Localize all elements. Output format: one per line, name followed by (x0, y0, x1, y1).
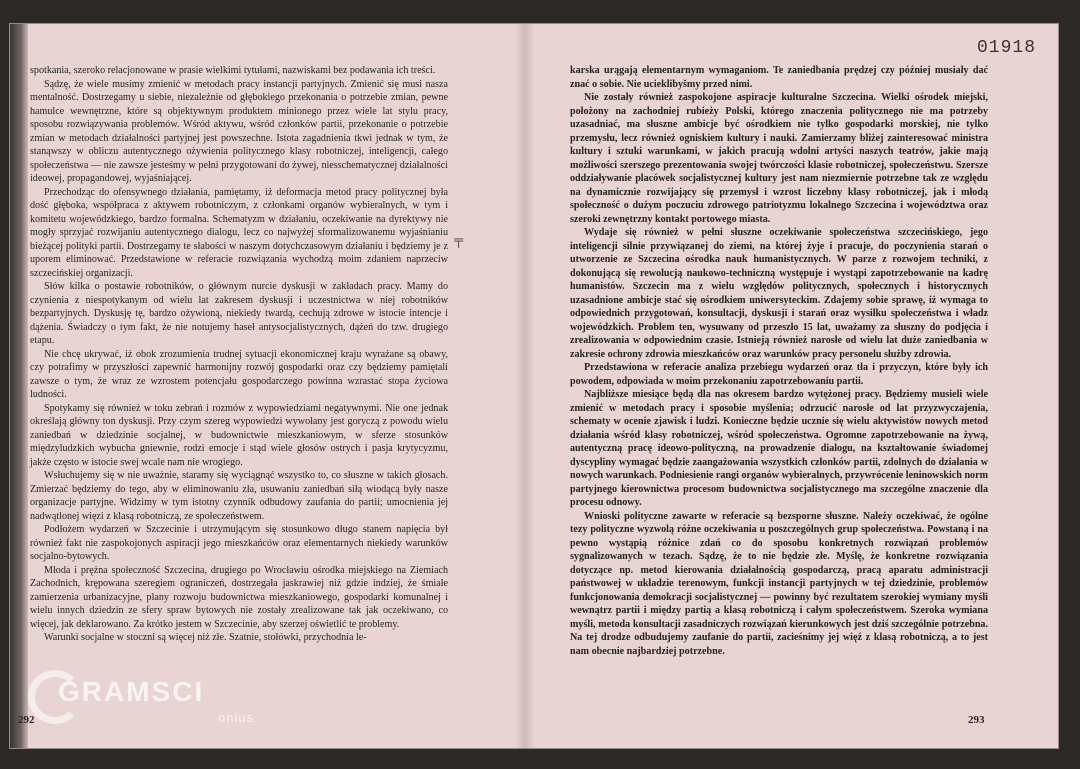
paragraph: Wydaje się również w pełni słuszne oczekiwanie społeczeństwa szczecińskiego, jego inteligencji silnie przywiązanej do ziemi, na której żyje i pracuje, do poczynienia starań o utworzenie ze Szczecina ośrodka nauk humanistycznych. W parze z rozwojem techniki, z dokonującą się rewolucją naukowo-techniczną występuje i wystąpi zapotrzebowanie na kadrę humanistów. Szczecin ma z wielu względów politycznych, społecznych i historycznych uzasadnione ambicje stać się ośrodkiem uniwersyteckim. Zdajemy sobie sprawę, iż wymaga to odpowiednich przygotowań, konsultacji, dyskusji i starań oraz wysiłku społeczeństwa i władz wojewódzkich. Problem ten, wysuwany od przeszło 15 lat, uważamy za słuszny do podjęcia i zrealizowania w odpowiednim czasie. Istnieją również narosłe od wielu lat duże zaniedbania w zakresie ochrony zdrowia mieszkańców oraz warunków pracy personelu służby zdrowia. (570, 227, 988, 360)
paragraph: Młoda i prężna społeczność Szczecina, drugiego po Wrocławiu ośrodka miejskiego na Ziemiach Zachodnich, krępowana szeregiem ograniczeń, dostrzegała jaskrawiej niż gdzie indziej, że śmiałe zamierzenia urbanizacyjne, plany rozwoju budownictwa mieszkaniowego, gospodarki komunalnej i wielu innych dziedzin ze sfery spraw bytowych nie zostały zrealizowane tak jak oczekiwano, co więcej, jak deklarowano. Za krótko jestem w Szczecinie, aby szerzej oświetlić te problemy. (30, 564, 448, 630)
left-page-text (30, 64, 448, 645)
archive-serial-number: 01918 (976, 38, 1036, 58)
gramsci-watermark (58, 676, 255, 725)
watermark-ring-icon (28, 670, 82, 724)
paragraph: Wnioski polityczne zawarte w referacie są bezsporne słuszne. Należy oczekiwać, że ogólne tezy polityczne wyzwolą różne oczekiwania u poszczególnych grup społeczeństwa. Powstaną i na pewno wystąpią różnice zdań co do sposobu konkretnych rozwiązań problemów sygnalizowanych w tezach. Sądzę, że to nie będzie złe. Myślę, że konkretne rozwiązania dotyczące np. metod kierowania działalnością gospodarczą, pracą aparatu administracji państwowej w układzie terenowym, funkcji instancji partyjnych w tej dziedzinie, problemów funkcjonowania demokracji socjalistycznej — powinny być rezultatem szerokiej wymiany myśli wewnątrz partii i między partią a klasą robotniczą i całym społeczeństwem. Szeroka wymiana myśli, metoda konsultacji zasadniczych rozwiązań kierunkowych jest dziś szczególnie potrzebna. Na tej drodze odbudujemy zaufanie do partii, zacieśnimy jej więź z klasą robotniczą, a to jest nam obecnie najbardziej potrzebne. (570, 510, 988, 657)
right-page-text (570, 64, 988, 658)
page-number-left: 292 (18, 714, 35, 726)
paragraph: Przedstawiona w referacie analiza przebiegu wydarzeń oraz tła i przyczyn, które były ich powodem, odpowiada w moim przekonaniu zapotrzebowaniu partii. (570, 362, 988, 387)
paragraph: Warunki socjalne w stoczni są więcej niż złe. Szatnie, stołówki, przychodnia le- (44, 632, 367, 643)
book-spine-edge (10, 24, 28, 748)
page-gutter (515, 24, 535, 748)
page-number-right: 293 (968, 714, 985, 726)
book-spread (10, 24, 1058, 748)
margin-mark: ╤ (454, 232, 464, 247)
paragraph: Podłożem wydarzeń w Szczecinie i utrzymującym się stosunkowo długo stanem napięcia był również fakt nie zaspokojonych aspiracji jego mieszkańców oraz elementarnych niekiedy warunków socjalno-bytowych. (30, 524, 448, 562)
paragraph: Wsłuchujemy się w nie uważnie, staramy się wyciągnąć wszystko to, co słuszne w takich głosach. Zmierzać będziemy do tego, aby w eliminowaniu zła, usuwaniu zaniedbań siłą wiodącą były nasze organizacje partyjne. Widzimy w tym istotny czynnik odbudowy zaufania do partii; umocnienia jej nadwątlonej więzi z klasą robotniczą, ze społeczeństwem. (30, 470, 448, 522)
paragraph: Spotykamy się również w toku zebrań i rozmów z wypowiedziami negatywnymi. Nie one jednak określają główny ton dyskusji. Przy czym szereg wypowiedzi wywołany jest goryczą z powodu wielu zaniedbań w dziedzinie socjalnej, w budownictwie mieszkaniowym, w sferze stosunków międzyludzkich wybucha gniewnie, rodzi emocje i stąd wiele głosów ostrych i pasja krytycyzmu, jakże często w istocie swej wcale nam nie wrogiego. (30, 402, 448, 468)
paragraph: Przechodząc do ofensywnego działania, pamiętamy, iż deformacja metod pracy politycznej była dość głęboka, współpraca z aktywem robotniczym, z członkami organów wybieralnych, w tym i komitetu wojewódzkiego, bardzo formalna. Schematyzm w działaniu, oczekiwanie na dyrektywy nie mogły sprzyjać rozwijaniu autentycznego dialogu, lecz co najwyżej sformalizowanemu wyjaśnianiu bieżącej polityki partii. Dostrzegamy te słabości w naszym dotychczasowym działaniu i będziemy je z uporem eliminować. Przedstawione w referacie rozwiązania wychodzą moim zdaniem naprzeciw szczecińskiej organizacji. (30, 186, 448, 279)
watermark-name: GRAMSCI (58, 676, 205, 707)
paragraph: Sądzę, że wiele musimy zmienić w metodach pracy instancji partyjnych. Zmienić się musi nasza mentalność. Dostrzegamy u siebie, niezależnie od głębokiego przekonania o potrzebie zmian, pewne hamulce wewnętrzne, które są objektywnym produktem minionego przez wiele lat stylu pracy, sposobu rozwiązywania problemów. Wśród aktywu, wśród członków partii, przekonanie o potrzebie zmian w metodach działalności partyjnej jest powszechne. Istota zagadnienia tkwi jednak w tym, że stanąwszy w obliczu autentycznego ożywienia politycznego klasy robotniczej, inteligencji, całego społeczeństwa — nie zawsze jesteśmy w pełni przygotowani do żywej, niesschematycznej działalności ideowej, propagandowej, wyjaśniającej. (30, 78, 448, 184)
paragraph: Nie chcę ukrywać, iż obok zrozumienia trudnej sytuacji ekonomicznej kraju wyrażane są obawy, czy potrafimy w przyszłości zapewnić harmonijny rozwój gospodarki oraz czy będziemy pamiętali zawsze o tym, że wraz ze wzrostem potencjału gospodarczego powinna wzrastać stopa życiowa ludności. (30, 348, 448, 400)
paragraph: Najbliższe miesiące będą dla nas okresem bardzo wytężonej pracy. Będziemy musieli wiele zmienić w metodach pracy i sposobie myślenia; odrzucić narosłe od lat przyzwyczajenia, schematy w ocenie zjawisk i ludzi. Konieczne będzie ucznie się wielu aktywistów nowych metod działania wśród klasy robotniczej, wśród społeczeństwa. Ogromne zapotrzebowanie na żywą, autentyczną pracę ideowo-polityczną, na prowadzenie dialogu, na kształtowanie świadomej dyscypliny wymagać będzie zaangażowania wszystkich członków partii, zdolnych do działania w nowych warunkach. Podniesienie rangi organów wybieralnych, przywrócenie leninowskich norm partyjnego kierownictwa procesom budownictwa socjalistycznego ma szczególne znaczenie dla procesu odnowy. (570, 389, 988, 508)
paragraph: karska urągają elementarnym wymaganiom. Te zaniedbania prędzej czy później musiały dać znać o sobie. Nie ucieklibyšmy przed nimi. (570, 65, 988, 90)
paragraph: Nie zostały również zaspokojone aspiracje kulturalne Szczecina. Wielki ośrodek miejski, położony na zachodniej rubieży Polski, którego znaczenia politycznego nie ma potrzeby uzasadniać, ma słuszne ambicje być ośrodkiem nie tylko gospodarki morskiej, nie tylko przemysłu, lecz również ogniskiem kultury i nauki. Zamierzamy bliżej zainteresować ministra kultury i sztuki warunkami, w jakich pracują wdolni artyści naszych teatrów, jakie mają możliwości szerszego prezentowania swojej twórczości klasie robotniczej, społeczeństwu. Szersze oddziaływanie placówek socjalistycznej kultury jest nam niezmiernie potrzebne tak ze względu na dynamicznie rozwijający się przemysł i wzrost liczebny klasy robotniczej, jak i młodą społeczność o dużym poczuciu zdrowego patriotyzmu lokalnego Szczecina i województwa oraz szeroki zewnętrzny kontakt portowego miasta. (570, 92, 988, 225)
watermark-sub: onlus (218, 710, 255, 725)
paragraph: spotkania, szeroko relacjonowane w prasie wielkimi tytułami, nazwiskami bez podawania ich treści. (30, 65, 436, 76)
paragraph: Słów kilka o postawie robotników, o głównym nurcie dyskusji w zakładach pracy. Mamy do czynienia z niespotykanym od wielu lat zakresem dyskusji i uczestnictwa w niej robotników bezpartyjnych. Dyskusję tę, bardzo ożywioną, niekiedy twardą, cechują zdrowe w istocie intencje i dążenia. Świadczy o tym fakt, że nie notujemy haseł antysocjalistycznych, dążeń do tzw. drugiego etapu. (30, 281, 448, 346)
